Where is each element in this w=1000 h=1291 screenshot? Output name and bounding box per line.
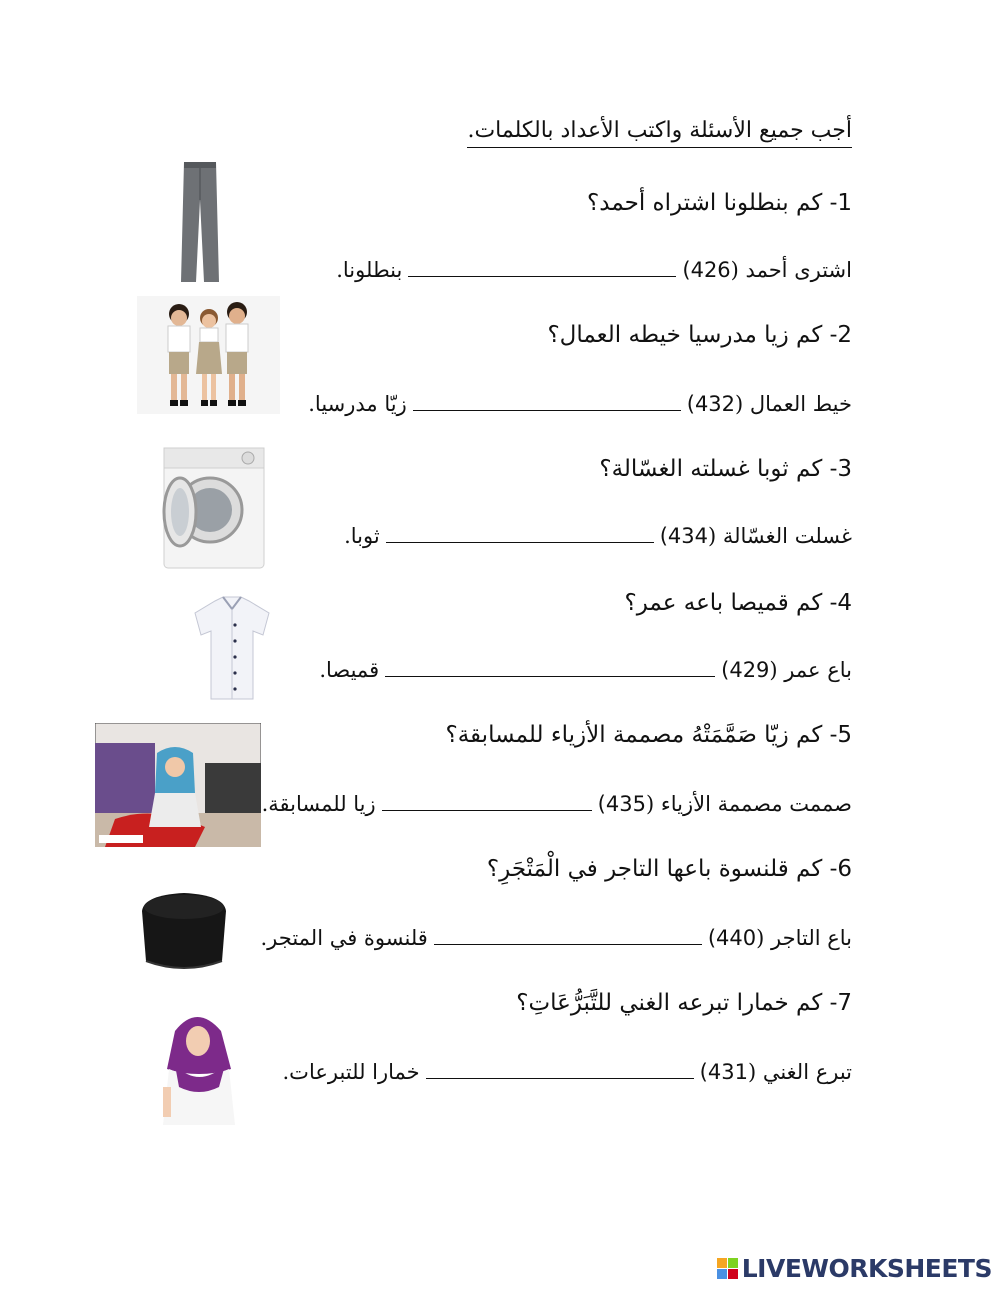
- answer-2: [308, 392, 852, 416]
- answer-prefix: صممت مصممة الأزياء (: [645, 792, 852, 816]
- answer-prefix: اشترى أحمد (: [730, 258, 852, 282]
- question-number: 3: [837, 456, 852, 482]
- question-1: [587, 190, 852, 216]
- question-number: 7: [837, 990, 852, 1016]
- question-4: [625, 590, 852, 616]
- answer-suffix: ثوبا.: [344, 524, 380, 548]
- answer-blank-input[interactable]: [386, 541, 654, 543]
- instruction-heading: أجب جميع الأسئلة واكتب الأعداد بالكلمات.: [467, 118, 852, 148]
- answer-blank-input[interactable]: [413, 409, 681, 411]
- answer-prefix: خيط العمال (: [735, 392, 852, 416]
- answer-3: [344, 524, 852, 548]
- question-number: 1: [837, 190, 852, 216]
- cap-image: [136, 885, 232, 981]
- question-number: 4: [837, 590, 852, 616]
- answer-6: [261, 926, 853, 950]
- answer-prefix: باع عمر (: [769, 658, 852, 682]
- answer-blank-input[interactable]: [382, 809, 592, 811]
- answer-blank-input[interactable]: [426, 1077, 694, 1079]
- shirt-image: [193, 595, 271, 703]
- trousers-image: [176, 160, 224, 286]
- answer-number: 432): [686, 392, 736, 416]
- question-text: - كم زيا مدرسيا خيطه العمال؟: [547, 322, 838, 348]
- answer-suffix: قلنسوة في المتجر.: [260, 926, 428, 950]
- question-text: - كم ثوبا غسلته الغسّالة؟: [599, 456, 838, 482]
- answer-number: 435): [597, 792, 646, 816]
- question-text: - كم قميصا باعه عمر؟: [624, 590, 838, 616]
- answer-prefix: باع التاجر (: [756, 926, 852, 950]
- answer-5: [262, 792, 852, 816]
- question-7: [516, 990, 852, 1016]
- question-number: 6: [837, 856, 852, 882]
- answer-suffix: خمارا للتبرعات.: [282, 1060, 420, 1084]
- answer-1: [336, 258, 852, 282]
- question-2: [547, 322, 852, 348]
- fashion-designer-image: [95, 723, 261, 847]
- logo-grid-icon: [717, 1258, 738, 1279]
- washing-machine-image: [158, 446, 268, 570]
- question-5: [446, 722, 853, 748]
- answer-4: [319, 658, 852, 682]
- answer-blank-input[interactable]: [408, 275, 676, 277]
- logo-text: LIVEWORKSHEETS: [741, 1253, 992, 1283]
- question-text: - كم خمارا تبرعه الغني للتَّبَرُّعَاتِ؟: [516, 990, 838, 1016]
- answer-suffix: بنطلونا.: [336, 258, 403, 282]
- answer-prefix: غسلت الغسّالة (: [708, 524, 852, 548]
- question-text: - كم زيّا صَمَّمَتْهُ مصممة الأزياء للمسابقة؟: [445, 722, 838, 748]
- answer-blank-input[interactable]: [385, 675, 715, 677]
- question-text: - كم بنطلونا اشتراه أحمد؟: [587, 190, 838, 216]
- question-number: 5: [837, 722, 852, 748]
- answer-number: 440): [707, 926, 757, 950]
- answer-suffix: زيّا مدرسيا.: [308, 392, 407, 416]
- answer-number: 426): [682, 258, 731, 282]
- question-3: [599, 456, 852, 482]
- answer-number: 431): [699, 1060, 748, 1084]
- answer-suffix: قميصا.: [319, 658, 380, 682]
- hijab-girl-image: [135, 1005, 261, 1125]
- answer-7: [283, 1060, 853, 1084]
- liveworksheets-logo: [717, 1253, 992, 1283]
- answer-prefix: تبرع الغني (: [747, 1060, 852, 1084]
- school-children-image: [137, 296, 280, 414]
- answer-number: 434): [659, 524, 708, 548]
- question-text: - كم قلنسوة باعها التاجر في الْمَتْجَرِ؟: [486, 856, 838, 882]
- question-number: 2: [837, 322, 852, 348]
- answer-blank-input[interactable]: [434, 943, 702, 945]
- question-6: [487, 856, 852, 882]
- answer-number: 429): [721, 658, 770, 682]
- answer-suffix: زيا للمسابقة.: [261, 792, 376, 816]
